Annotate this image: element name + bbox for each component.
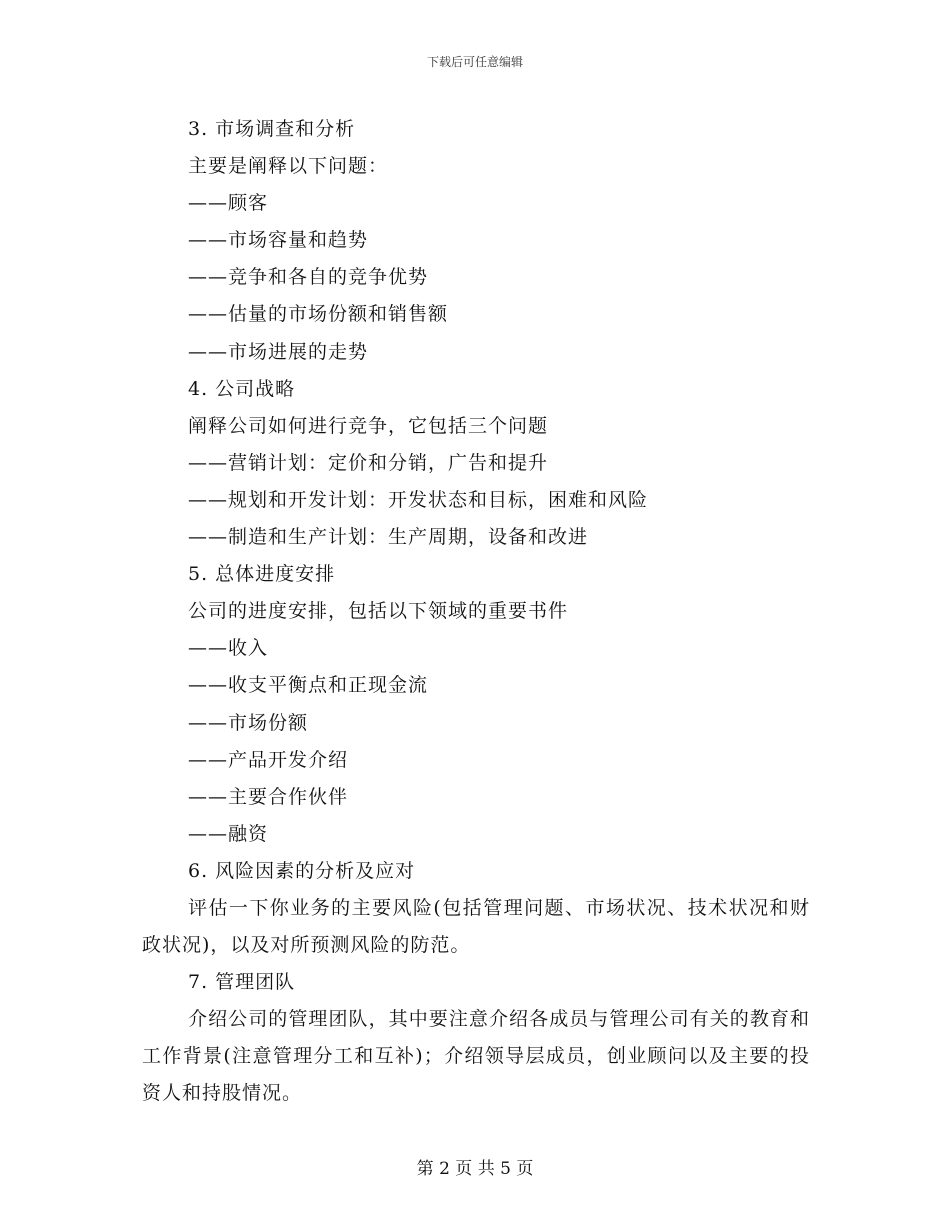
page-footer: 第 2 页 共 5 页: [416, 1159, 534, 1179]
section-heading: 7. 管理团队: [188, 971, 296, 994]
list-item: ——营销计划：定价和分销，广告和提升: [188, 451, 549, 474]
section-heading: 3. 市场调查和分析: [188, 118, 356, 140]
risk-paragraph: 评估一下你业务的主要风险(包括管理问题、市场状况、技术状况和财政状况)，以及对所预测风险的防范。: [142, 896, 810, 957]
list-item: ——收入: [188, 637, 269, 660]
text-line: 公司的进度安排，包括以下领域的重要书件: [188, 600, 569, 623]
text-line: 主要是阐释以下问题：: [188, 155, 389, 178]
list-item: ——估量的市场份额和销售额: [188, 303, 449, 326]
list-item: ——主要合作伙伴: [188, 785, 349, 808]
section-heading: 5. 总体进度安排: [188, 563, 336, 586]
list-item: ——产品开发介绍: [188, 748, 349, 771]
page-header: 下载后可任意编辑: [426, 55, 523, 69]
list-item: ——规划和开发计划：开发状态和目标，困难和风险: [188, 488, 649, 511]
list-item: ——市场容量和趋势: [188, 229, 369, 252]
list-item: ——制造和生产计划：生产周期，设备和改进: [188, 526, 589, 549]
section-heading: 6. 风险因素的分析及应对: [188, 859, 416, 882]
list-item: ——市场进展的走势: [188, 340, 369, 363]
list-item: ——顾客: [188, 192, 269, 215]
section-heading: 4. 公司战略: [188, 377, 296, 400]
text-line: 阐释公司如何进行竞争，它包括三个问题: [188, 414, 549, 437]
document-body: [142, 111, 810, 1113]
list-item: ——收支平衡点和正现金流: [188, 674, 429, 697]
team-paragraph: 介绍公司的管理团队，其中要注意介绍各成员与管理公司有关的教育和工作背景(注意管理分工和互补)；介绍领导层成员，创业顾问以及主要的投资人和持股情况。: [142, 1008, 810, 1105]
list-item: ——融资: [188, 822, 269, 845]
list-item: ——市场份额: [188, 711, 309, 734]
list-item: ——竞争和各自的竞争优势: [188, 266, 429, 289]
